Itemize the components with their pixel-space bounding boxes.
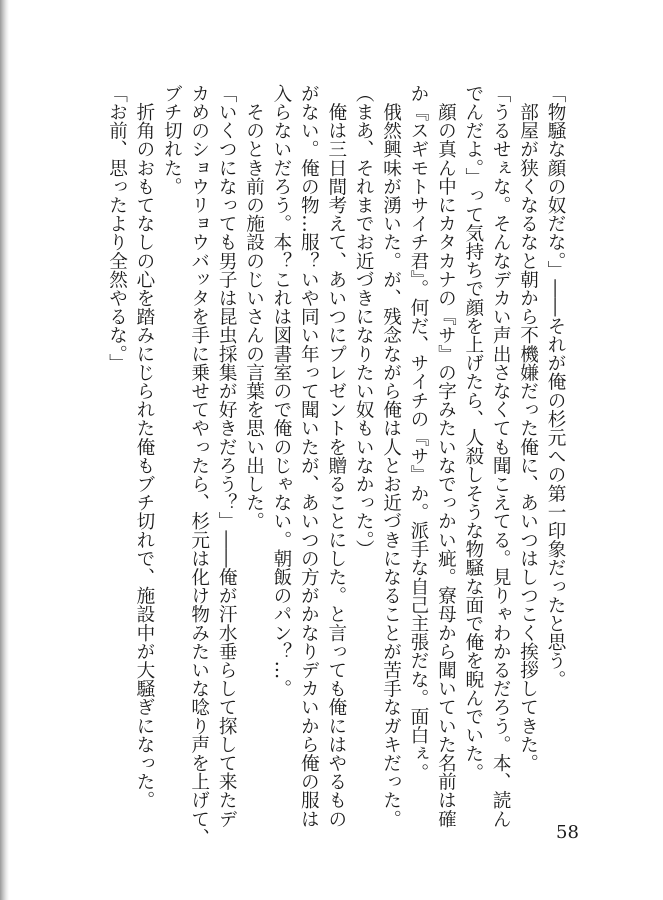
text-line: か『スギモトサイチ君』。何だ、サイチの『サ』か。派手な自己主張だな。面白ぇ。 [407, 84, 429, 782]
text-line: カめのショウリョウバッタを手に乗せてやったら、杉元は化け物みたいな唸り声を上げて、 [188, 84, 210, 847]
text-line: でんだよ。」って気持ちで顔を上げたら、人殺しそうな物騒な面で俺を睨んでいた。 [462, 84, 484, 782]
text-line: 「いくつになっても男子は昆虫採集が好きだろう？」――俺が汗水垂らして探して来たデ [216, 84, 238, 828]
text-line: 「お前、思ったより全然やるな。」 [106, 84, 128, 373]
page-number: 58 [556, 822, 579, 843]
text-line: 折角のおもてなしの心を踏みにじられた俺もブチ切れで、施設中が大騒ぎになった。 [133, 84, 155, 810]
text-line: 入らないだろう。本？これは図書室ので俺のじゃない。朝飯のパン？…。 [270, 84, 292, 698]
text-line: 「うるせぇな。そんなデカい声出さなくても聞こえてる。見りゃわかるだろう。本、読ん [490, 84, 512, 828]
text-line: ブチ切れた。 [161, 84, 183, 196]
text-line: 「物騒な顔の奴だな。」――それが俺の杉元への第一印象だったと思う。 [545, 84, 566, 689]
page-edge-shadow [0, 0, 9, 900]
text-line: （まあ、それまでお近づきになりたい奴もいなかった。） [353, 84, 375, 559]
text-line: 俺は三日間考えて、あいつにプレゼントを贈ることにした。と言っても俺にはやるもの [325, 84, 347, 828]
text-line: がない。俺の物…服？いや同い年って聞いたが、あいつの方がかなりデカいから俺の服は [298, 84, 320, 828]
text-line: 俄然興味が湧いた。が、残念ながら俺は人とお近づきになることが苦手なガキだった。 [380, 84, 402, 828]
book-page [14, 0, 663, 900]
text-line: 部屋が狭くなるなと朝から不機嫌だった俺に、あいつはしつこく挨拶してきた。 [517, 84, 539, 773]
text-line: 顔の真ん中にカタカナの『サ』の字みたいなでっかい疵。寮母から聞いていた名前は確 [435, 84, 457, 828]
text-line: そのとき前の施設のじいさんの言葉を思い出した。 [243, 84, 265, 531]
